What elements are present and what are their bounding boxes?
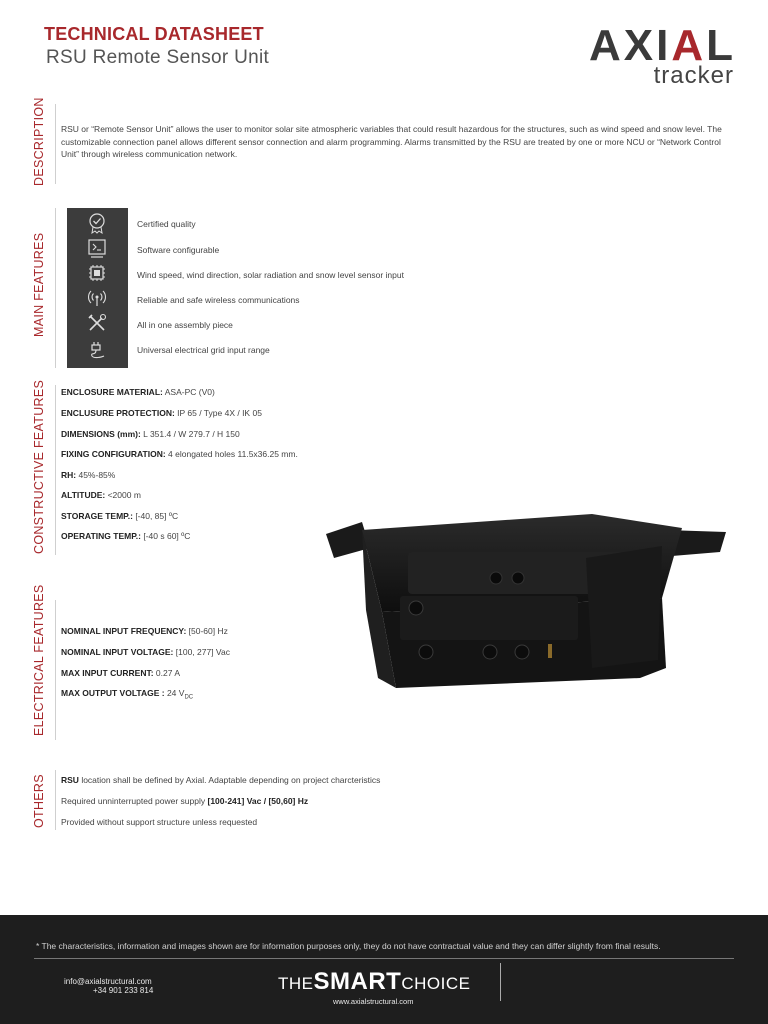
product-photo [322,500,726,714]
section-label-others: OTHERS [32,774,46,828]
sensor-board-icon [82,263,112,283]
axial-logo-subtitle: tracker [653,62,734,89]
description-text: RSU or “Remote Sensor Unit” allows the user to monitor solar site atmospheric variables that could result hazardous for the structures, such as wind speed and snow level. The customizable connection panel allows different sensor connection and alarm programming. Alarms transmitted by the RSU are treated by one or more NCU or “Network Control Unit” through wireless communication network. [61,124,722,159]
section-label-main-features: MAIN FEATURES [32,232,46,337]
others-location: RSU location shall be defined by Axial. Adaptable depending on project charcteristics [61,775,381,785]
tools-icon [82,313,112,333]
feature-item: Reliable and safe wireless communications [137,295,300,305]
feature-item: All in one assembly piece [137,320,233,330]
property-storage-temp: STORAGE TEMP.: [-40, 85] ºC [61,511,179,521]
property-altitude: ALTITUDE: <2000 m [61,490,141,500]
section-label-electrical-features: ELECTRICAL FEATURES [32,584,46,736]
property-max-output-voltage: MAX OUTPUT VOLTAGE : 24 $V_{DC}$ [61,688,194,701]
smart-choice-logo: THESMARTCHOICE [278,968,471,995]
property-max-input-current: MAX INPUT CURRENT: 0.27 A [61,668,181,678]
footer-divider [34,958,734,959]
section-label-constructive-features: CONSTRUCTIVE FEATURES [32,379,46,554]
feature-item: Software configurable [137,245,220,255]
divider [55,770,56,830]
wireless-antenna-icon [82,288,112,308]
property-input-frequency: NOMINAL INPUT FREQUENCY: [50-60] Hz [61,626,228,636]
property-operating-temp: OPERATING TEMP.: [-40 s 60] ºC [61,531,191,541]
document-title: TECHNICAL DATASHEET [44,24,264,44]
property-enclosure-protection: ENCLUSURE PROTECTION: IP 65 / Type 4X / IK 05 [61,408,262,418]
property-dimensions: DIMENSIONS (mm): L 351.4 / W 279.7 / H 150 [61,429,240,439]
axial-logo: AXIAL [588,21,736,70]
logo-divider [500,963,501,1001]
divider [55,600,56,740]
divider [55,208,56,368]
certified-badge-icon [82,213,112,233]
website-link[interactable]: www.axialstructural.com [333,997,414,1006]
footer-disclaimer: * The characteristics, information and images shown are for information purposes only, they do not have contractual value and they can differ slightly from final results. [36,941,661,951]
property-input-voltage: NOMINAL INPUT VOLTAGE: [100, 277] Vac [61,647,230,657]
property-rh: RH: 45%-85% [61,470,116,480]
others-power-supply: Required unninterrupted power supply [100-241] Vac / [50,60] Hz [61,796,309,806]
contact-email[interactable]: info@axialstructural.com [64,977,152,986]
others-support-structure: Provided without support structure unless requested [61,817,258,827]
section-label-description: DESCRIPTION [32,97,46,186]
feature-item: Certified quality [137,219,196,229]
property-enclosure-material: ENCLOSURE MATERIAL: ASA-PC (V0) [61,387,215,397]
document-subtitle: RSU Remote Sensor Unit [46,47,270,68]
divider [55,385,56,555]
power-plug-icon [82,339,112,359]
contact-phone[interactable]: +34 901 233 814 [93,986,154,995]
property-fixing-configuration: FIXING CONFIGURATION: 4 elongated holes 11.5x36.25 mm. [61,449,298,459]
feature-item: Universal electrical grid input range [137,345,270,355]
divider [55,104,56,184]
feature-item: Wind speed, wind direction, solar radiation and snow level sensor input [137,270,404,280]
software-chip-icon [82,238,112,258]
